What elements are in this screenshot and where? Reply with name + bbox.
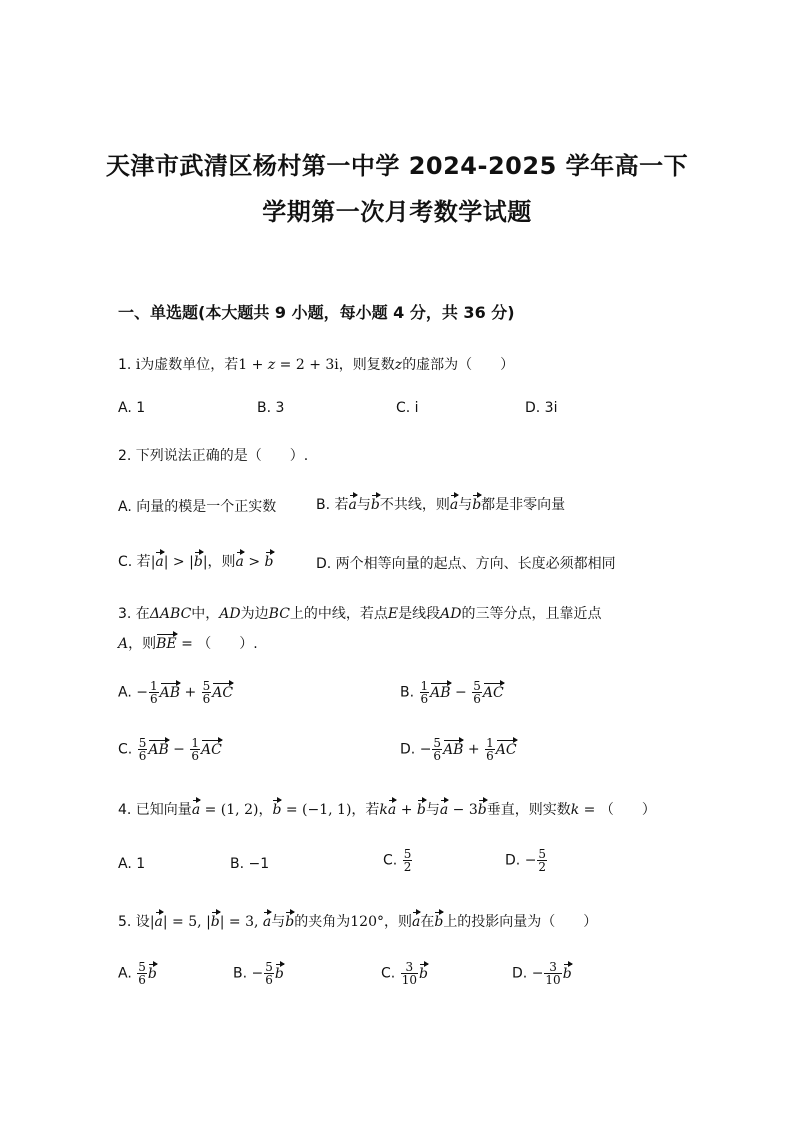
exam-title-line-1: 天津市武清区杨村第一中学 2024-2025 学年高一下 (105, 152, 689, 180)
question-2-option-c: C. 若|a| > |b|，则a > b (118, 551, 274, 571)
question-4-option-c: C. $\frac{5}{2}$ (383, 847, 412, 874)
question-1-option-d: D. 3i (525, 400, 558, 416)
question-1-option-a: A. 1 (118, 400, 146, 416)
question-3-stem-line-1: 3. 在ΔABC中，AD为边BC上的中线，若点E是线段AD的三等分点，且靠近点 (118, 606, 602, 622)
exam-title-line-2: 学期第一次月考数学试题 (262, 198, 532, 226)
question-4-option-b: B. −1 (230, 856, 270, 872)
question-1-option-c: C. i (396, 400, 419, 416)
question-4-option-a: A. 1 (118, 856, 146, 872)
question-3-option-b: B. $\frac{1}{6}$ AB − $\frac{5}{6}$ AC (400, 679, 504, 706)
section-heading: 一、单选题(本大题共 9 小题，每小题 4 分，共 36 分) (118, 303, 515, 322)
question-5-option-c: C. $\frac{3}{10}$ b (381, 960, 428, 987)
question-3-option-d: D. − $\frac{5}{6}$ AB + $\frac{1}{6}$ AC (400, 736, 517, 763)
question-4-option-d: D. − $\frac{5}{2}$ (505, 847, 547, 874)
question-5-option-d: D. − $\frac{3}{10}$ b (512, 960, 572, 987)
question-1-option-b: B. 3 (257, 400, 285, 416)
question-3-stem-line-2: A，则BE = （ ）. (118, 633, 258, 653)
question-2-option-b: B. 若a与b不共线，则a与b都是非零向量 (316, 494, 565, 514)
question-2-option-d: D. 两个相等向量的起点、方向、长度必须都相同 (316, 556, 616, 572)
question-3-option-c: C. $\frac{5}{6}$ AB − $\frac{1}{6}$ AC (118, 736, 222, 763)
question-2-stem: 2. 下列说法正确的是（ ）. (118, 448, 309, 464)
question-5-option-a: A. $\frac{5}{6}$ b (118, 960, 157, 987)
question-5-stem: 5. 设|a| = 5, |b| = 3, a与b的夹角为120°，则a在b上的投影向量为（ ） (118, 911, 597, 931)
question-3-option-a: A. − $\frac{1}{6}$ AB + $\frac{5}{6}$ AC (118, 679, 234, 706)
question-2-option-a: A. 向量的模是一个正实数 (118, 499, 277, 515)
question-1-stem: 1. i为虚数单位，若1 + z = 2 + 3i，则复数z的虚部为（ ） (118, 357, 515, 373)
question-4-stem: 4. 已知向量a = (1, 2)，b = (−1, 1)，若ka + b与a − 3b垂直，则实数k = （ ） (118, 799, 656, 819)
question-5-option-b: B. − $\frac{5}{6}$ b (233, 960, 284, 987)
